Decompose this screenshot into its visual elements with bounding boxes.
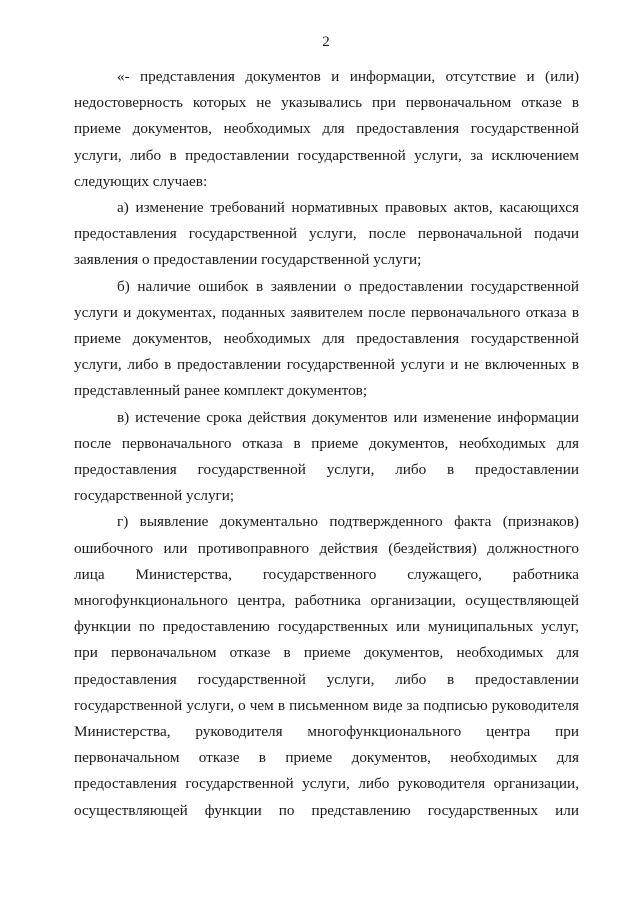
- paragraph-item-v: в) истечение срока действия документов или изменение информации после первоначального отказа в приеме документов, необходимых для предоставления государственной услуги, либо в предоставлении государственной услуги;: [74, 408, 579, 505]
- page-number: 2: [322, 34, 330, 50]
- paragraph-item-g: г) выявление документально подтвержденного факта (признаков) ошибочного или противоправного действия (бездействия) должностного лица Министерства, государственного служащего, работника многофункционального центра, работника организации, осуществляющей функции по предоставлению государственных или муниципальных услуг, при первоначальном отказе в приеме документов, необходимых для предоставления государственной услуги, либо в предоставлении государственной услуги, о чем в письменном виде за подписью руководителя Министерства, руководителя многофункционального центра при первоначальном отказе в приеме документов, необходимых для предоставления государственной услуги, либо руководителя организации, осуществляющей функции по представлению государственных или: [74, 513, 579, 819]
- paragraph-intro: «- представления документов и информации, отсутствие и (или) недостоверность которых не указывались при первоначальном отказе в приеме документов, необходимых для предоставления государственной услуги, либо в предоставлении государственной услуги, за исключением следующих случаев:: [74, 68, 579, 190]
- paragraph-item-a: а) изменение требований нормативных правовых актов, касающихся предоставления государственной услуги, после первоначальной подачи заявления о предоставлении государственной услуги;: [74, 199, 579, 269]
- document-body: [74, 64, 579, 824]
- paragraph-item-b: б) наличие ошибок в заявлении о предоставлении государственной услуги и документах, поданных заявителем после первоначального отказа в приеме документов, необходимых для предоставления государственной услуги, либо в предоставлении государственной услуги и не включенных в представленный ранее комплект документов;: [74, 277, 579, 400]
